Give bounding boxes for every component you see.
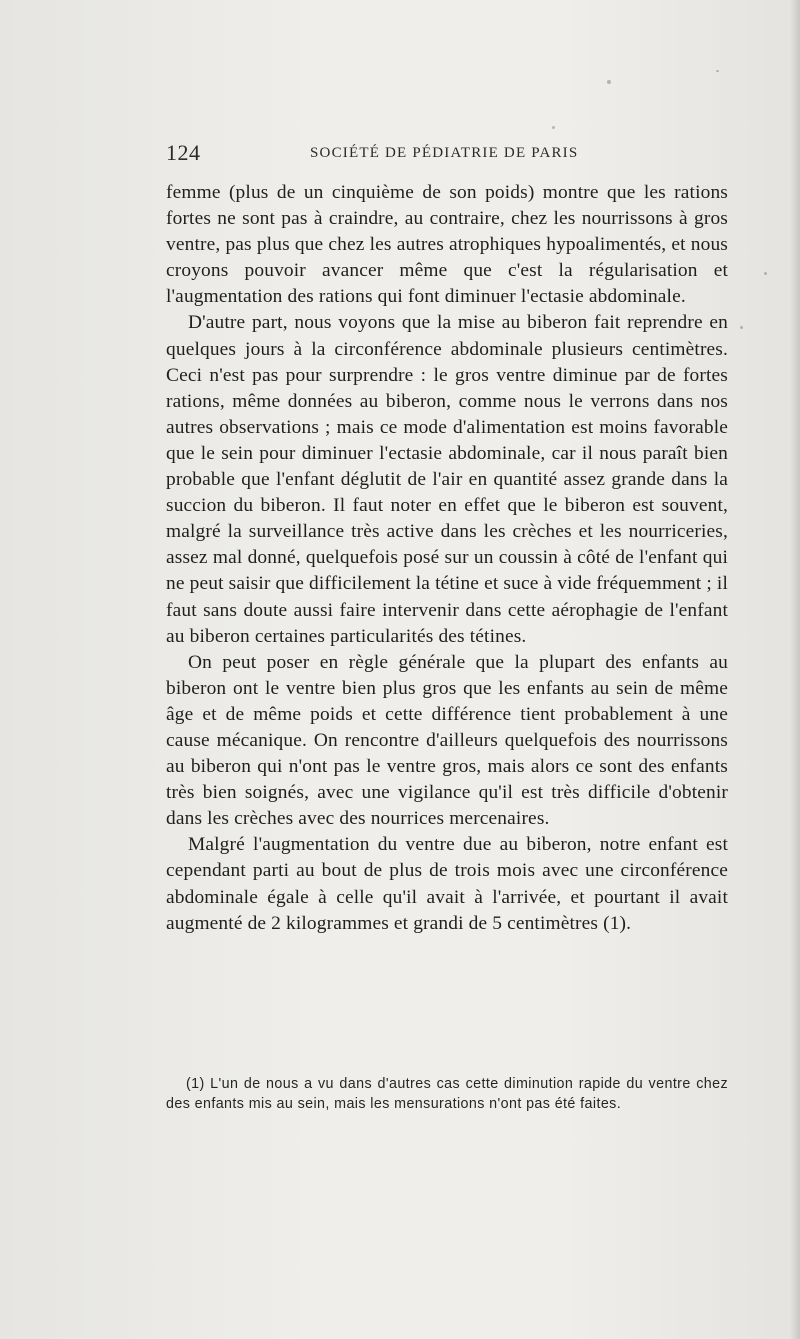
footnote (166, 1074, 728, 1114)
paragraph: Malgré l'augmentation du ventre due au biberon, notre enfant est cependant parti au bout de plus de trois mois avec une circonférence abdominale égale à celle qu'il avait à l'arrivée, et pourtant il avait augmenté de 2 kilogrammes et grandi de 5 centimètres (1). (166, 834, 728, 934)
running-title: SOCIÉTÉ DE PÉDIATRIE DE PARIS (310, 145, 579, 161)
footnote-text: (1) L'un de nous a vu dans d'autres cas cette diminution rapide du ventre chez des enfants mis au sein, mais les mensurations n'ont pas été faites. (166, 1076, 728, 1112)
paragraph: femme (plus de un cinquième de son poids) montre que les rations fortes ne sont pas à craindre, au contraire, chez les nourrissons à gros ventre, pas plus que chez les autres atrophiques hypoalimentés, et nous croyons pouvoir avancer même que c'est la régularisation et l'augmentation des rations qui font diminuer l'ectasie abdominale. (166, 182, 728, 308)
paragraph: On peut poser en règle générale que la plupart des enfants au biberon ont le ventre bien plus gros que les enfants au sein de même âge et de même poids et cette différence tient probablement à une cause mécanique. On rencontre d'ailleurs quelquefois des nourrissons au biberon qui n'ont pas le ventre gros, mais alors ce sont des enfants très bien soignés, avec une vigilance qu'il est très difficile d'obtenir dans les crèches avec des nourrices mercenaires. (166, 651, 728, 830)
scan-speck (764, 272, 767, 275)
scan-speck (716, 70, 719, 72)
scan-speck (552, 126, 555, 129)
paragraph: D'autre part, nous voyons que la mise au biberon fait reprendre en quelques jours à la circonférence abdominale plusieurs centimètres. Ceci n'est pas pour surprendre : le gros ventre diminue par de fortes rations, même données au biberon, comme nous le verrons dans nos autres observations ; mais ce mode d'alimentation est moins favorable que le sein pour diminuer l'ectasie abdominale, car il nous paraît bien probable que l'enfant déglutit de l'air en quantité assez grande dans la succion du biberon. Il faut noter en effet que le biberon est souvent, malgré la surveillance très active dans les crèches et les nourriceries, assez mal donné, quelquefois posé sur un coussin à côté de l'enfant qui ne peut saisir que difficilement la tétine et suce à vide fréquemment ; il faut sans doute aussi faire intervenir dans cette aérophagie de l'enfant au biberon certaines particularités des tétines. (166, 312, 728, 647)
body-text (166, 180, 728, 937)
page-number: 124 (166, 140, 201, 165)
scan-speck (607, 80, 611, 84)
running-header (166, 140, 728, 170)
scan-speck (740, 326, 743, 329)
page-edge-shadow (790, 0, 800, 1339)
